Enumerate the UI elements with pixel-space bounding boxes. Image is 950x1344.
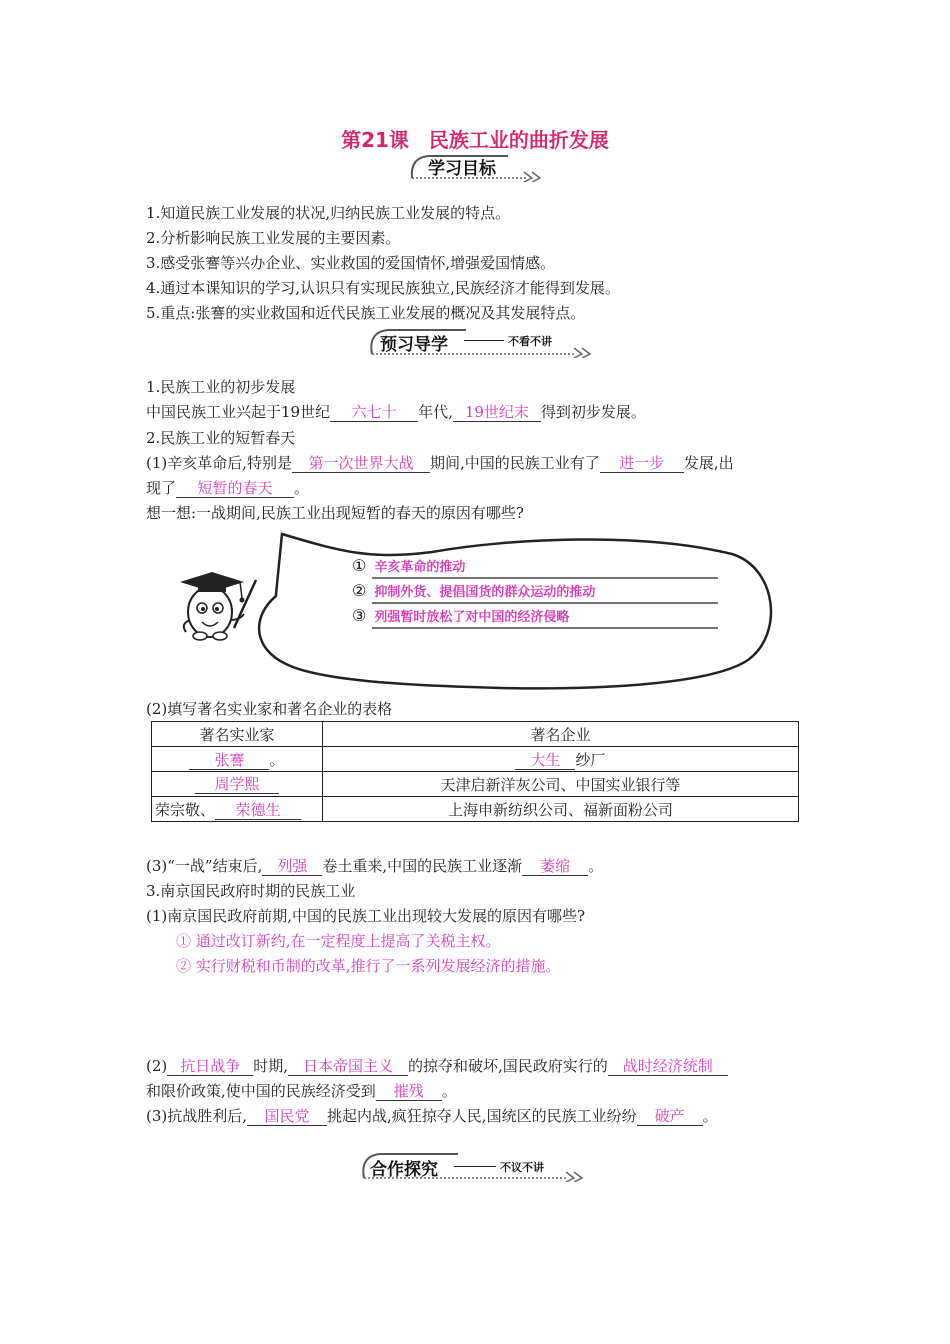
table-caption: (2)填写著名实业家和著名企业的表格 (146, 700, 393, 718)
fill-line (146, 1106, 718, 1126)
answer-blank: 进一步 (600, 454, 684, 473)
banner-dash (454, 1166, 496, 1167)
text: (2) (146, 1057, 168, 1075)
text: 发展,出 (683, 454, 734, 472)
text: 。 (294, 479, 310, 497)
table-cell: 上海申新纺织公司、福新面粉公司 (323, 797, 799, 822)
table-cell (152, 772, 323, 797)
answer-blank: 19世纪末 (453, 403, 541, 422)
page-title: 第21课 民族工业的曲折发展 (341, 128, 609, 152)
text: 。 (441, 1082, 457, 1100)
goal-item: 4.通过本课知识的学习,认识只有实现民族独立,民族经济才能得到发展。 (146, 279, 620, 297)
answer-blank: 破产 (637, 1107, 703, 1126)
banner-preview-label: 预习导学 (380, 335, 448, 355)
banner-cooperative-inquiry (358, 1150, 590, 1180)
table-row (152, 797, 799, 822)
section-heading: 1.民族工业的初步发展 (146, 378, 296, 396)
table-cell (152, 797, 323, 822)
answer-line: ① 通过改订新约,在一定程度上提高了关税主权。 (176, 932, 501, 950)
bubble-answer: 抑制外货、提倡国货的群众运动的推动 (374, 585, 596, 600)
section-heading: 2.民族工业的短暂春天 (146, 429, 296, 447)
table-cell (152, 747, 323, 772)
banner-explore-sub: 不议不讲 (500, 1161, 544, 1174)
answer-blank: 荣德生 (215, 801, 301, 820)
table-cell: 天津启新洋灰公司、中国实业银行等 (323, 772, 799, 797)
fill-line (146, 1056, 728, 1076)
answer-blank: 战时经济统制 (608, 1057, 728, 1076)
answer-blank: 六七十 (330, 403, 418, 422)
text: 。 (269, 750, 285, 769)
table-header-cell: 著名企业 (323, 722, 799, 747)
answer-blank: 国民党 (247, 1107, 327, 1126)
goal-item: 5.重点:张謇的实业救国和近代民族工业发展的概况及其发展特点。 (146, 304, 586, 322)
answer-blank: 摧残 (376, 1082, 442, 1101)
text: 时期, (253, 1057, 289, 1075)
answer-blank: 大生 (515, 751, 575, 770)
banner-preview-sub: 不看不讲 (508, 335, 552, 348)
table-cell (323, 747, 799, 772)
bubble-answer: 辛亥革命的推动 (374, 560, 466, 575)
banner-goals-label: 学习目标 (428, 159, 496, 179)
bubble-reason-item (352, 581, 595, 600)
answer-blank: 列强 (262, 857, 322, 876)
bubble-reason-item (352, 606, 569, 625)
text: 中国民族工业兴起于19世纪 (146, 403, 331, 421)
banner-preview (366, 326, 598, 356)
bubble-number: ③ (352, 606, 367, 625)
fill-line (146, 1081, 457, 1101)
answer-blank: 日本帝国主义 (288, 1057, 408, 1076)
fill-line (146, 856, 603, 876)
answer-blank: 张謇 (189, 751, 269, 770)
bubble-number: ① (352, 556, 367, 575)
text: (3)抗战胜利后, (146, 1107, 248, 1125)
text: (1)辛亥革命后,特别是 (146, 454, 293, 472)
text: 卷土重来,中国的民族工业逐渐 (322, 857, 523, 875)
text: 纱厂 (575, 750, 606, 769)
answer-blank: 抗日战争 (167, 1057, 253, 1076)
answer-blank: 萎缩 (522, 857, 588, 876)
think-question: 想一想:一战期间,民族工业出现短暂的春天的原因有哪些? (146, 504, 524, 522)
text: 的掠夺和破坏,国民政府实行的 (408, 1057, 608, 1075)
table-row (152, 772, 799, 797)
fill-line (146, 453, 734, 473)
goal-item: 2.分析影响民族工业发展的主要因素。 (146, 229, 401, 247)
banner-learning-goals (408, 152, 548, 182)
text: 荣宗敬、 (155, 800, 216, 819)
text: 期间,中国的民族工业有了 (430, 454, 600, 472)
banner-dash (464, 340, 504, 341)
goal-item: 1.知道民族工业发展的状况,归纳民族工业发展的特点。 (146, 204, 511, 222)
text: 得到初步发展。 (540, 403, 646, 421)
answer-blank: 第一次世界大战 (292, 454, 430, 473)
question: (1)南京国民政府前期,中国的民族工业出现较大发展的原因有哪些? (146, 907, 586, 925)
answer-blank: 周学熙 (195, 775, 279, 794)
text: (3)“一战”结束后, (146, 857, 263, 875)
industrialists-table (151, 721, 799, 822)
banner-explore-label: 合作探究 (370, 1160, 438, 1180)
table-row (152, 747, 799, 772)
answer-blank: 短暂的春天 (176, 479, 294, 498)
text: 现了 (146, 479, 177, 497)
bubble-answer: 列强暂时放松了对中国的经济侵略 (374, 610, 570, 625)
text: 年代, (418, 403, 453, 421)
text: 挑起内战,疯狂掠夺人民,国统区的民族工业纷纷 (327, 1107, 637, 1125)
goal-item: 3.感受张謇等兴办企业、实业救国的爱国情怀,增强爱国情感。 (146, 254, 556, 272)
fill-line (146, 478, 309, 498)
section-heading: 3.南京国民政府时期的民族工业 (146, 882, 356, 900)
fill-line (146, 402, 646, 422)
text: 和限价政策,使中国的民族经济受到 (146, 1082, 376, 1100)
table-header-cell: 著名实业家 (152, 722, 323, 747)
table-header-row (152, 722, 799, 747)
bubble-number: ② (352, 581, 367, 600)
answer-line: ② 实行财税和币制的改革,推行了一系列发展经济的措施。 (176, 957, 561, 975)
cartoon-teacher-icon (180, 572, 256, 640)
text: 。 (702, 1107, 718, 1125)
text: 。 (588, 857, 604, 875)
bubble-reason-item (352, 556, 465, 575)
